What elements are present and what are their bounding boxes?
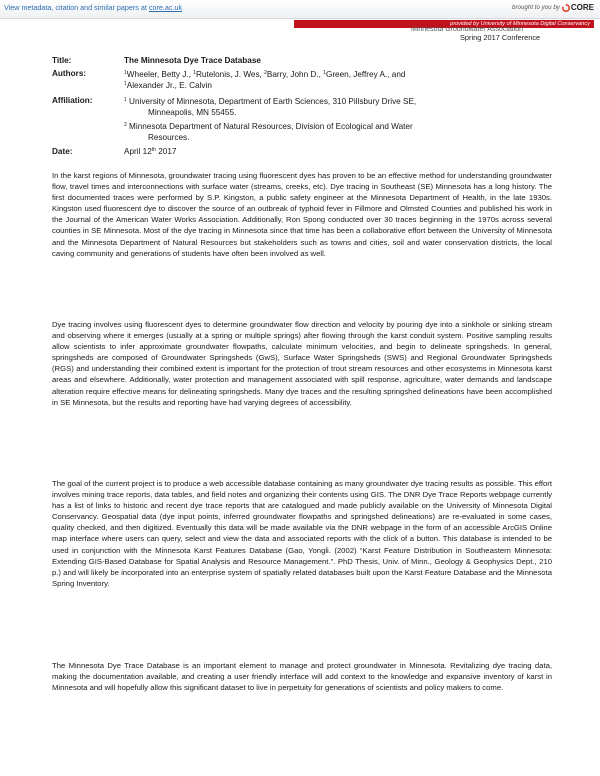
affiliation-mark: 2 xyxy=(124,122,127,128)
core-banner xyxy=(0,0,600,19)
author-name: Wheeler, Betty J., xyxy=(126,70,194,79)
affiliation-line: Minnesota Department of Natural Resources, Division of Ecological and Water xyxy=(126,122,413,131)
header-overlap-text: Minnesota Groundwater Association xyxy=(411,27,524,32)
view-metadata-text: View metadata, citation and similar papers at xyxy=(4,3,149,12)
author-name: Alexander Jr., E. Calvin xyxy=(126,81,212,90)
body-paragraph: Dye tracing involves using fluorescent dyes to determine groundwater flow direction and velocity by pouring dye into a sinkhole or sinking stream and observing where it emerges (usually at a spring or multiple springs) after flowing through the karst conduit system. Positive sampling results allow scientists to infer approximate groundwater flowpaths, calculate minimum velocities, and begin to delineate springsheds. In general, springsheds are composed of Groundwater Springsheds (GwS), Surface Water Springsheds (SWS) and Regional Groundwater Springsheds (RGS) and understanding their combined extent is important for the protection of trout stream resources and other ecosystems in Minnesota karst areas and elsewhere. Additionally, water protection and management associated with spill response, agriculture, water demands and landscape alteration require effective means for delineating springsheds. Many dye traces and the resulting springshed delineations have been accomplished in SE Minnesota, but the results and reporting have had varying degrees of accessibility. xyxy=(52,320,552,407)
author-affil-mark: 1 xyxy=(124,81,127,87)
date-label: Date: xyxy=(52,147,73,156)
paper-title: The Minnesota Dye Trace Database xyxy=(124,56,261,65)
affiliation-label: Affiliation: xyxy=(52,96,93,105)
core-ac-uk-link[interactable]: core.ac.uk xyxy=(148,3,183,12)
date-ordinal: th xyxy=(151,147,156,153)
body-paragraph: In the karst regions of Minnesota, groundwater tracing using fluorescent dyes has proven to be an effective method for understanding groundwater flow, travel times and interconnections with surface water (streams, creeks, etc). Dye tracing in Southeast (SE) Minnesota has a long history. The first documented traces were performed by S.P. Kingston, a public safety engineer at the Minnesota Department of Health, in the late 1930s. Kingston used fluorescent dye to discover the source of an outbreak of typhoid fever in Fillmore and Olmsted Counties and published his work in the Journal of the American Water Works Association. Additionally, Ron Spong conducted over 30 traces beginning in the 1970s across several counties in SE Minnesota. Most of the dye tracing in Minnesota since that time has been a collaborative effort between the University of Minnesota and the Minnesota Department of Natural Resources but stakeholders such as towns and cities, soil and water conservation districts, the local caving community and generations of students have often been involved as well. xyxy=(52,171,552,258)
conference-label: Spring 2017 Conference xyxy=(460,33,541,42)
body-paragraph: The goal of the current project is to produce a web accessible database containing as many groundwater dye tracing results as possible. This effort involves mining trace reports, data tables, and field notes and organizing their contents using GIS. The DNR Dye Trace Reports webpage currently has a list of links to historic and recent dye trace reports that are catalogued and made publicly available on the University of Minnesota Digital Conservancy. Geospatial data (dye input points, inferred groundwater flowpaths and springshed delineations) are re-evaluated in some cases, quality checked, and then digitized. Eventually this data will be made available via the DNR webpage in the form of an accessible ArcGIS Online map interface where users can query, select and view the data and associated reports with the click of a button. This database is intended to be used in conjunction with the Minnesota Karst Features Database (Gao, Yongli. (2002) “Karst Feature Distribution in Southeastern Minnesota: Extending GIS-Based Database for Spatial Analysis and Resource Management.”. PhD Thesis, Univ. of Minn., Geology & Geophysics Dept., 210 p.) and will likely be incorporated into an enterprise system of spatially related databases built upon the Karst Feature Database and the Minnesota Spring Inventory. xyxy=(52,479,552,588)
author-affil-mark: 1 xyxy=(323,70,326,76)
view-metadata-link[interactable] xyxy=(4,3,182,12)
affiliation-item xyxy=(124,96,544,118)
provided-by-text: provided by University of Minnesota Digital Conservancy xyxy=(450,21,590,27)
title-label: Title: xyxy=(52,56,72,65)
core-logo-icon xyxy=(562,4,570,12)
affiliation-list xyxy=(124,96,544,143)
affiliation-line: Resources. xyxy=(148,133,190,142)
affiliation-line: University of Minnesota, Department of Earth Sciences, 310 Pillsbury Drive SE, xyxy=(126,97,417,106)
core-logo[interactable] xyxy=(562,3,594,12)
affiliation-item xyxy=(124,121,544,143)
authors-label: Authors: xyxy=(52,69,87,78)
author-affil-mark: 2 xyxy=(264,70,267,76)
core-logo-text: CORE xyxy=(570,3,594,12)
affiliation-line: Minneapolis, MN 55455. xyxy=(148,108,237,117)
affiliation-mark: 1 xyxy=(124,97,127,103)
date-text: April 12 xyxy=(124,147,152,156)
authors-list xyxy=(124,69,544,91)
brought-text: brought to you by xyxy=(512,4,560,11)
author-affil-mark: 1 xyxy=(193,70,196,76)
author-name: Green, Jeffrey A., and xyxy=(325,70,406,79)
body-paragraph: The Minnesota Dye Trace Database is an important element to manage and protect groundwater in Minnesota. Revitalizing dye tracing data, making the documentation available, and creating a user friendly interface will add context to the knowledge and expansive inventory of karst in Minnesota and will hopefully allow this significant dataset to live in perpetuity for generations of scientists and policy makers to come. xyxy=(52,661,552,693)
date-year: 2017 xyxy=(155,147,177,156)
author-name: Rutelonis, J. Wes, xyxy=(196,70,265,79)
date-value xyxy=(124,147,544,157)
brought-to-you-by[interactable] xyxy=(512,3,594,12)
author-name: Barry, John D., xyxy=(266,70,324,79)
author-affil-mark: 1 xyxy=(124,70,127,76)
